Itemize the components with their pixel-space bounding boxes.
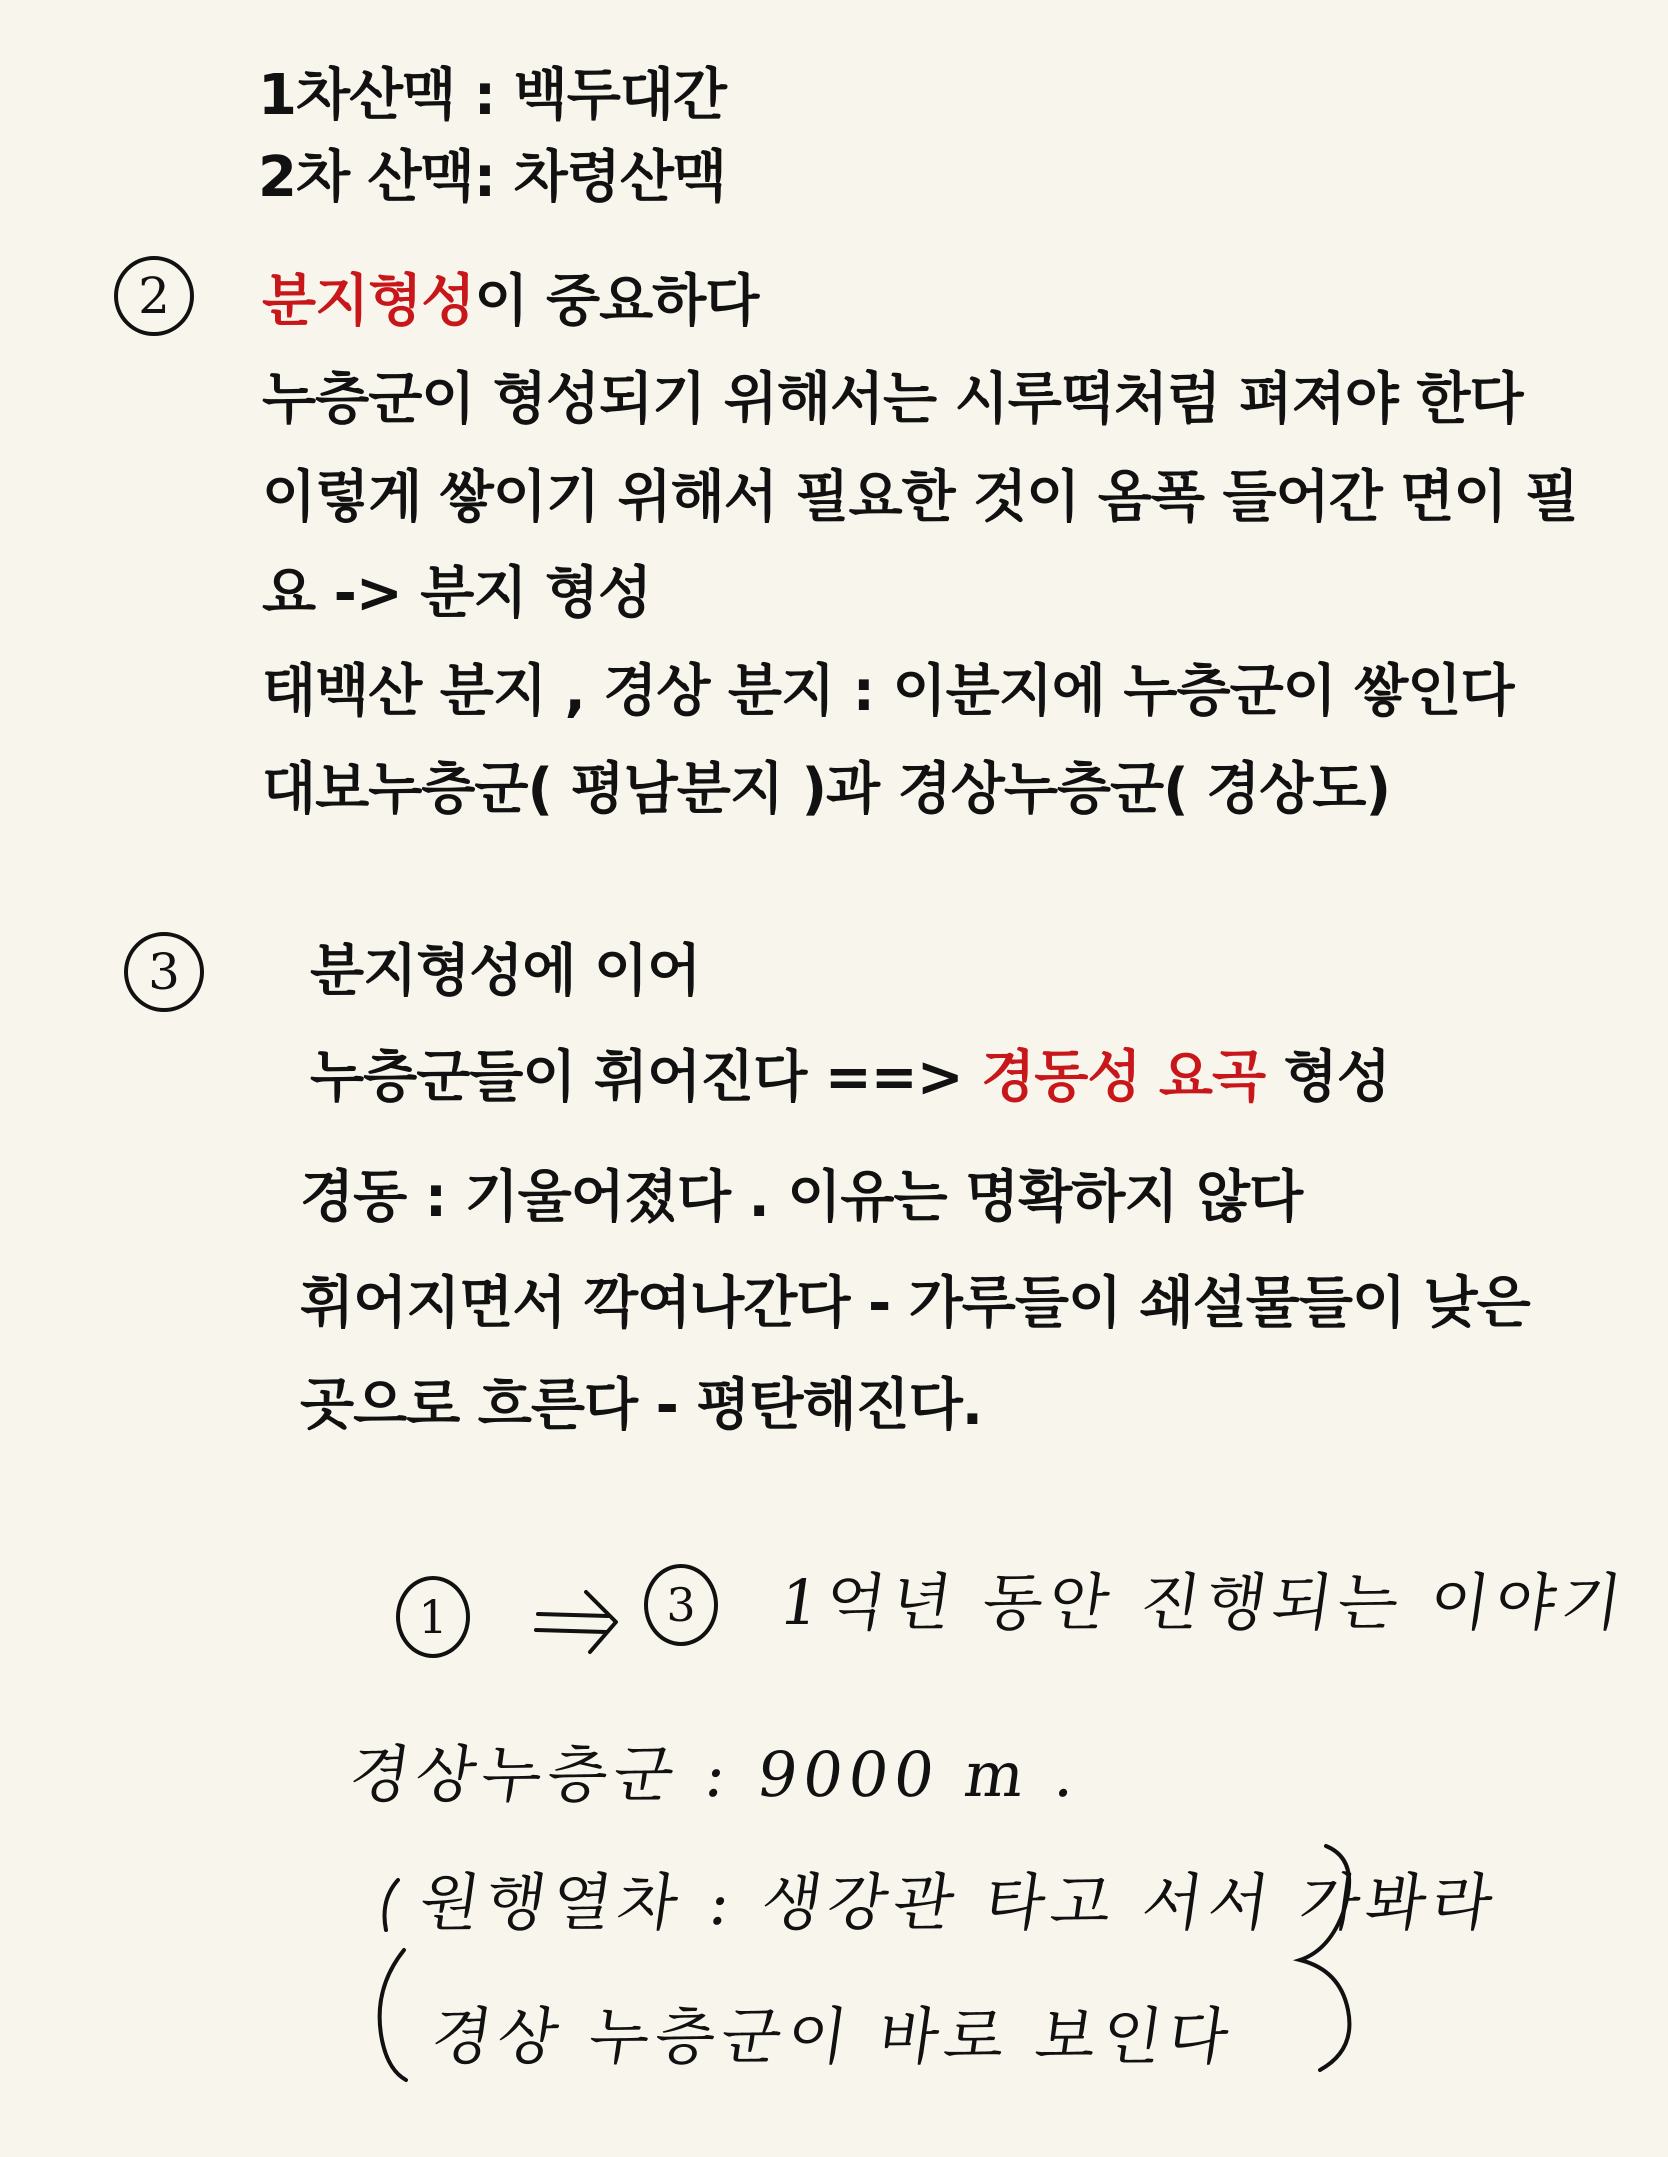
handwritten-note-visible: 경상 누층군이 바로 보인다 bbox=[426, 2000, 1240, 2073]
section3-line: 곳으로 흐른다 - 평탄해진다. bbox=[300, 1373, 983, 1438]
section3-line: 경동 : 기울어졌다 . 이유는 명확하지 않다 bbox=[300, 1165, 1303, 1230]
section2-line: 태백산 분지 , 경상 분지 : 이분지에 누층군이 쌓인다 bbox=[262, 659, 1514, 724]
section2-line: 누층군이 형성되기 위해서는 시루떡처럼 펴져야 한다 bbox=[262, 367, 1523, 432]
handwritten-note-train: 원행열차 : 생강관 타고 서서 가봐라 bbox=[414, 1866, 1504, 1939]
section3-heading: 분지형성에 이어 bbox=[310, 939, 701, 1004]
handwritten-circle-3: 3 bbox=[644, 1564, 718, 1646]
mountain-range-secondary: 2차 산맥: 차령산맥 bbox=[258, 145, 727, 210]
section3-subheading-pre: 누층군들이 휘어진다 ==> bbox=[310, 1045, 982, 1110]
section2-heading-rest: 이 중요하다 bbox=[474, 269, 759, 334]
mountain-range-primary: 1차산맥 : 백두대간 bbox=[258, 63, 727, 128]
section3-subheading-post: 형성 bbox=[1265, 1045, 1390, 1110]
section3-line: 휘어지면서 깍여나간다 - 가루들이 쇄설물들이 낮은 bbox=[300, 1271, 1530, 1336]
handwritten-note-thickness: 경상누층군 : 9000 m . bbox=[344, 1738, 1087, 1811]
section2-line: 대보누층군( 평남분지 )과 경상누층군( 경상도) bbox=[262, 757, 1391, 822]
handwritten-circle-1: 1 bbox=[396, 1576, 470, 1658]
section-number-3: 3 bbox=[124, 932, 204, 1012]
section-number-2: 2 bbox=[114, 256, 194, 336]
handwritten-note-duration: 1억년 동안 진행되는 이야기 bbox=[774, 1566, 1633, 1639]
section2-line: 이렇게 쌓이기 위해서 필요한 것이 옴폭 들어간 면이 필 bbox=[262, 465, 1579, 530]
section3-subheading-highlight: 경동성 요곡 bbox=[981, 1045, 1266, 1110]
section2-line: 요 -> 분지 형성 bbox=[262, 561, 652, 626]
section2-heading-highlight: 분지형성 bbox=[262, 269, 475, 334]
